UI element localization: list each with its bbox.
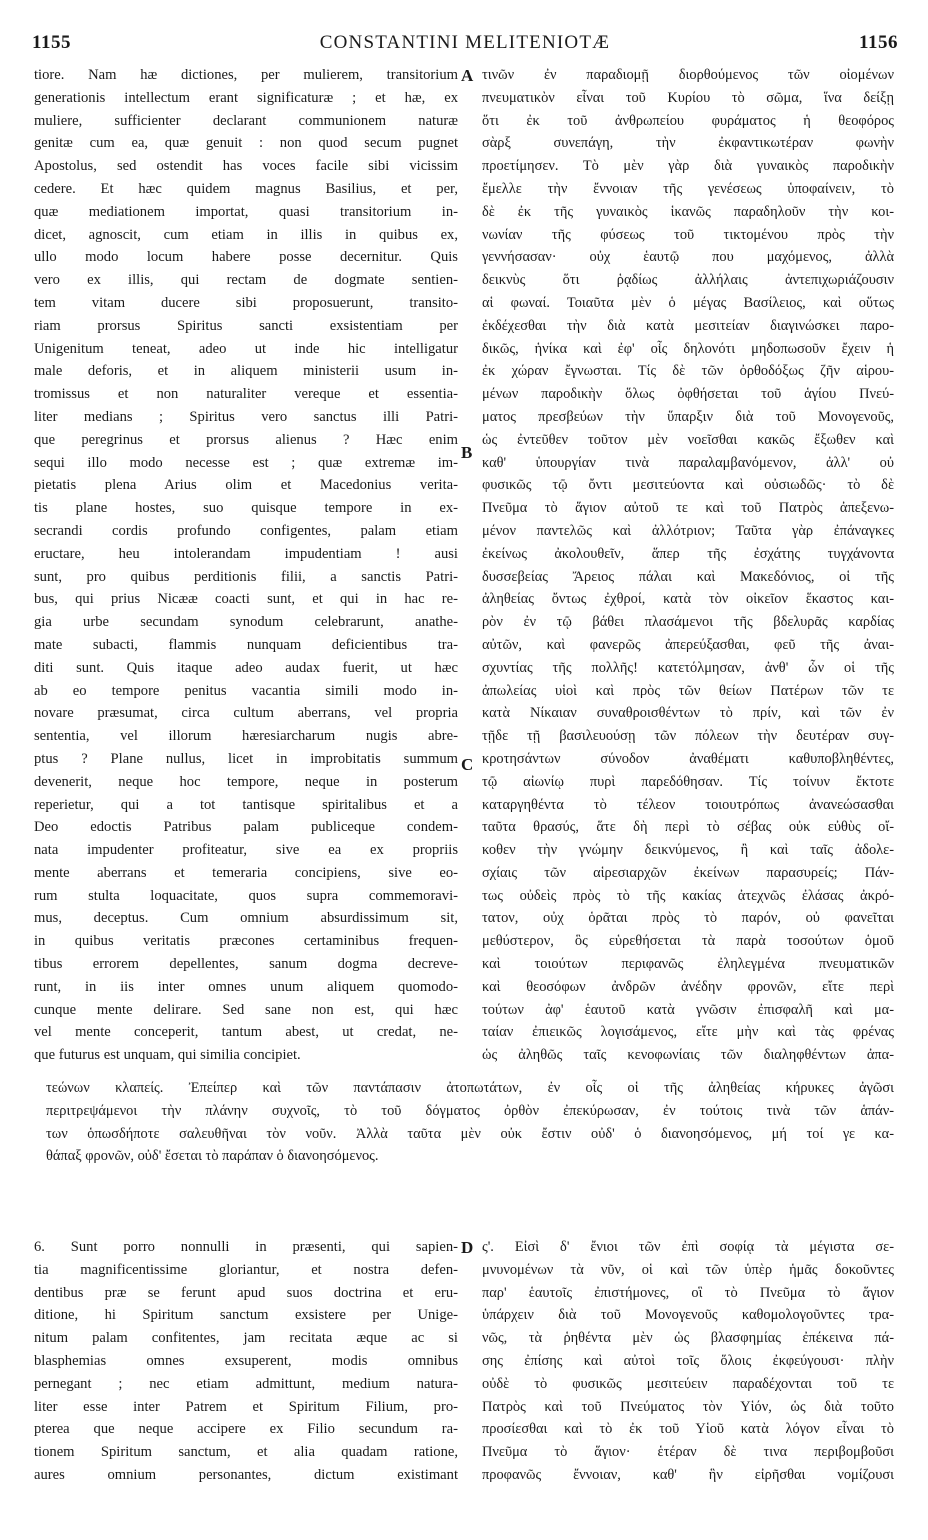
- text-line: αἱ φωναί. Τοιαῦτα μὲν ὁ μέγας Βασίλειος, καὶ οὕτως: [482, 294, 894, 311]
- text-line: πνευματικὸν εἶναι τοῦ Κυρίου τὸ σῶμα, ἵνα δείξῃ: [482, 89, 894, 106]
- text-line: liter esse inter Patrem et Spiritum Filium, pro-: [34, 1398, 458, 1415]
- text-line: Apostolus, sed ostendit has voces facile sibi vicissim: [34, 158, 458, 175]
- text-line: ἐκ χώραν ἔγνωσται. Τίς δὲ τῶν ὀρθοδόξως ζῆν αἱρου-: [482, 363, 894, 380]
- text-line: μένων παροδικὴν ὅλως ὀφθήσεται τοῦ ἁγίου Πνεύ-: [482, 386, 894, 403]
- text-line: σης ἐπίσης καὶ αὐτοὶ τοῖς ὅλοις ἐκφεύγουσι· πλὴν: [482, 1352, 894, 1369]
- latin-section-6: [34, 1236, 458, 1487]
- text-line: diti sunt. Quis itaque adeo audax fuerit, ut hæc: [34, 659, 458, 676]
- text-line: ὡς ἀληθῶς ταῖς κενοφωνίαις τῶν διαληφθέντων ἀπα-: [482, 1047, 894, 1064]
- text-line: blasphemias omnes exsuperent, modis omnibus: [34, 1352, 458, 1369]
- text-line: ἐκδέχεσθαι τὴν διὰ κατὰ μεσιτείαν διαγινώσκει παρο-: [482, 317, 894, 334]
- text-line: que futurus est unquam, qui similia concipiet.: [34, 1047, 301, 1064]
- text-line: nitum palam confitentes, jam recitata æque ac si: [34, 1330, 458, 1347]
- text-line: κροτησάντων σύνοδον ἀναθέματι καθυποβληθέντες,: [482, 750, 894, 767]
- left-page-number: 1155: [32, 32, 71, 53]
- text-line: ταίαν ἐπιεικῶς λογισάμενος, εἴτε μὴν καὶ τὰς φρένας: [482, 1024, 894, 1041]
- text-line: devenerit, neque hoc tempore, neque in posterum: [34, 773, 458, 790]
- text-line: muliere, sufficienter declarant communionem naturæ: [34, 112, 458, 129]
- text-line: ματος πρεσβεύων τὴν ὕπαρξιν διὰ τοῦ Μονογενοῦς,: [482, 408, 894, 425]
- text-line: eructare, heu intolerandam impudentiam ! ausi: [34, 545, 458, 562]
- text-line: ditione, hi Spiritum sanctum exsistere per Unige-: [34, 1307, 458, 1324]
- text-line: καθ' ὑπουργίαν τινὰ παραλαμβανόμενον, ἀλλ' οὐ: [482, 454, 894, 471]
- text-line: ab eo tempore penitus vacantia simili modo in-: [34, 682, 458, 699]
- greek-column: [482, 64, 894, 1067]
- text-line: mate subacti, flammis nunquam deficientibus tra-: [34, 636, 458, 653]
- text-line: ἀληθείας ὄντως ἐχθροί, κατὰ τὸν οἰκεῖον ἕκαστος και-: [482, 591, 894, 608]
- text-line: ς'. Εἰσὶ δ' ἔνιοι τῶν ἐπὶ σοφίᾳ τὰ μέγιστα σε-: [482, 1239, 894, 1255]
- page-header: [32, 32, 898, 62]
- text-line: νῶς, τὰ ῥηθέντα μὲν ὡς βλασφημίας ἐπέκεινα πά-: [482, 1330, 894, 1347]
- text-line: tia magnificentissime gloriantur, et nostra defen-: [34, 1261, 458, 1278]
- text-line: sunt, pro quibus perditionis filii, a sanctis Patri-: [34, 568, 458, 585]
- latin-column: [34, 64, 458, 1067]
- text-line: liter medians ; Spiritus vero sanctus illi Patri-: [34, 408, 458, 425]
- text-line: ptus ? Plane nullus, licet in improbitatis summum: [34, 750, 458, 767]
- text-line: aures omnium personantes, dictum existimant: [34, 1466, 458, 1483]
- text-line: pietatis plena Arius olim et Macedonius verita-: [34, 477, 458, 494]
- text-line: rum stulta loquacitate, quos supra commemoravi-: [34, 887, 458, 904]
- text-line: τῷ αἰωνίῳ πυρὶ παρεδόθησαν. Τίς τοίνυν ἔκτοτε: [482, 773, 894, 790]
- text-line: μεθύστερον, ὃς εὑρεθήσεται τὰ παρὰ τοσούτων ὁμοῦ: [482, 933, 894, 950]
- text-line: τῇδε τῇ βασιλευούσῃ τῶν πόλεων τὴν δευτέραν συγ-: [482, 728, 894, 745]
- text-line: 6. Sunt porro nonnulli in præsenti, qui sapien-: [34, 1239, 458, 1255]
- text-line: bus, qui prius Nicææ coacti sunt, et qui in hac re-: [34, 591, 458, 608]
- text-line: καταργηθέντα τὸ τέλεον τοιουτρόπως ἀνανεώσασθαι: [482, 796, 894, 813]
- text-line: σχίαις τῶν αἱρεσιαρχῶν ἐκείνων παρασυρείς; Πάν-: [482, 864, 894, 881]
- text-line: γεννήσασαν· οὐχ ἑαυτῷ που μαχόμενος, ἀλλὰ: [482, 249, 894, 266]
- text-line: μνυνομένων τὰ νῦν, οἱ καὶ τῶν ὑπὲρ ἡμᾶς δοκοῦντες: [482, 1261, 894, 1278]
- text-line: δεικνὺς ὅτι ῥᾳδίως ἀλλήλαις ἀντεπιχωριάζουσιν: [482, 272, 894, 289]
- text-line: προφανῶς ἔννοιαν, καθ' ἣν εἰρῆσθαι νομίζουσι: [482, 1466, 894, 1483]
- text-line: κατὰ Νίκαιαν συναθροισθέντων τὸ πρίν, καὶ τῶν ἐν: [482, 705, 894, 722]
- text-line: ρὸν ἐν τῷ βάθει πλασάμενοι τῆς βδελυρᾶς καρδίας: [482, 614, 894, 631]
- text-line: ἔμελλε τὴν ἔννοιαν τῆς γενέσεως ὑποφαίνειν, τὸ: [482, 180, 894, 197]
- full-width-text: [46, 1077, 894, 1168]
- text-line: τινῶν ἐν παραδιομῇ διορθούμενος τῶν οἰομένων: [482, 67, 894, 83]
- text-line: προσίεσθαι καὶ τὸ ἐκ τοῦ Υἱοῦ κατὰ λόγον εἶναι τὸ: [482, 1421, 894, 1438]
- text-line: tibus errorem depellentes, sanum dogma decreve-: [34, 956, 458, 973]
- text-line: τούτων ἀφ' ἑαυτοῦ κατὰ γνῶσιν ἐπισφαλῆ καὶ μα-: [482, 1001, 894, 1018]
- text-line: καὶ θεοσόφων ἀνδρῶν ἀνέδην φρονῶν, εἴτε περὶ: [482, 978, 894, 995]
- text-line: Πνεῦμα τὸ ἅγιον αὐτοῦ τε καὶ τοῦ Πατρὸς ἀπεξενω-: [482, 500, 894, 517]
- text-line: δικῶς, ἡνίκα καὶ ἐφ' οἷς δηλονότι μηδοπωσοῦν ἔχειν ἡ: [482, 340, 894, 357]
- text-line: μένον παντελῶς καὶ ἀλλότριον; Ταῦτα γὰρ ἐπάναγκες: [482, 522, 894, 539]
- text-line: των ὁπωσδήποτε σαλευθῆναι τὸν νοῦν. Ἀλλὰ ταῦτα μὲν οὐκ ἔστιν οὐδ' ὁ διανοησόμενος, μή τοί γε κα-: [46, 1125, 894, 1142]
- text-line: Unigenitum teneat, adeo ut inde hic intelligatur: [34, 340, 458, 357]
- text-line: νωνίαν τῆς φύσεως τοῦ τικτομένου πρὸς τὴν: [482, 226, 894, 243]
- margin-letter-c: C: [461, 755, 474, 774]
- text-line: θάπαξ φρονῶν, οὐδ' ἔσεται τὸ παράπαν ὁ διανοησόμενος.: [46, 1148, 379, 1165]
- right-page-number: 1156: [859, 32, 898, 53]
- greek-section-6: [482, 1236, 894, 1487]
- text-line: καὶ τοιούτων περιφανῶς ἐληλεγμένα πνευματικῶν: [482, 956, 894, 973]
- text-line: vel mente conceperit, tantum abest, ut credat, ne-: [34, 1024, 458, 1041]
- text-line: παρ' ἑαυτοῖς ἐπιστήμονες, οἳ τὸ Πνεῦμα τὸ ἅγιον: [482, 1284, 894, 1301]
- text-line: generationis intellectum erant significaturæ ; et hæ, ex: [34, 89, 458, 106]
- text-line: tiore. Nam hæ dictiones, per mulierem, transitorium: [34, 67, 458, 83]
- text-line: dicet, agnoscit, cum etiam in illis in quibus ex,: [34, 226, 458, 243]
- text-line: οὐδὲ τὸ φυσικῶς μεσιτεύειν παραδέχονται τοῦ τε: [482, 1375, 894, 1392]
- margin-letter-d: D: [461, 1238, 474, 1257]
- text-line: Deo edoctis Patribus palam publiceque condem-: [34, 819, 458, 836]
- text-line: αὐτῶν, καὶ φανερῶς ἀπερεύξασθαι, φεῦ τῆς ἀναι-: [482, 636, 894, 653]
- text-line: ὑπάρχειν διὰ τοῦ Μονογενοῦς καθομολογοῦντες τρα-: [482, 1307, 894, 1324]
- text-line: runt, in iis inter omnes unum aliquem quomodo-: [34, 978, 458, 995]
- text-line: in quibus veritatis præcones certaminibus frequen-: [34, 933, 458, 950]
- text-line: novare præsumat, circa cultum aberrans, vel propria: [34, 705, 458, 722]
- text-line: ullo modo locum habere posse decernitur. Quis: [34, 249, 458, 266]
- text-line: mente aberrans et temeraria concipiens, sive eo-: [34, 864, 458, 881]
- text-line: riam prorsus Spiritus sancti exsistentiam per: [34, 317, 458, 334]
- text-line: Πατρὸς καὶ τοῦ Πνεύματος τὸν Υἱόν, ὡς διὰ τοῦτο: [482, 1398, 894, 1415]
- text-line: ἐκείνως ἀκολουθεῖν, ἅπερ τῆς ἐσχάτης τυγχάνοντα: [482, 545, 894, 562]
- text-line: Πνεῦμα τὸ ἅγιον· ἑτέραν δὲ τινα περιβομβοῦσι: [482, 1444, 894, 1461]
- margin-letter-b: B: [461, 443, 473, 462]
- text-line: προετίμησεν. Τὸ μὲν γὰρ διὰ γυναικὸς παροδικὴν: [482, 158, 894, 175]
- text-line: quæ mediationem importat, quasi transitorium in-: [34, 203, 458, 220]
- text-line: ἀπωλείας υἱοὶ καὶ πρὸς τῶν θείων Πατέρων τῶν τε: [482, 682, 894, 699]
- text-line: ταῦτα θρασύς, ἅτε δὴ περὶ τὸ σέβας οὐκ εὐθὺς οἴ-: [482, 819, 894, 836]
- text-line: que peregrinus et prorsus alienus ? Hæc enim: [34, 431, 458, 448]
- text-line: περιτρεψάμενοι τὴν πλάνην συχνοῖς, τὸ τοῦ δόγματος ὀρθὸν ἐπεκύρωσαν, ἐν τούτοις τινὰ τῶν ἁπάν-: [46, 1102, 894, 1119]
- text-line: gia urbe secundam synodum celebrarunt, anathe-: [34, 614, 458, 631]
- text-line: σὰρξ συνεπάγη, τὴν ἐκφαντικωτέραν φωνὴν: [482, 135, 894, 152]
- text-line: δὲ ἐκ τῆς γυναικὸς ἱκανῶς παραδηλοῦν τὴν κοι-: [482, 203, 894, 220]
- text-line: cunque mente delirare. Sed sane non est, qui hæc: [34, 1001, 458, 1018]
- text-line: δυσσεβείας Ἄρειος πάλαι καὶ Μακεδόνιος, οἱ τῆς: [482, 568, 894, 585]
- text-line: pernegant ; nec etiam admittunt, medium natura-: [34, 1375, 458, 1392]
- text-line: sententia, vel illorum hæresiarcharum nugis abre-: [34, 728, 458, 745]
- text-line: φυσικῶς τῷ ὄντι μεσιτεύοντα καὶ οὐσιωδῶς· τὸ δὲ: [482, 477, 894, 494]
- text-line: mus, deceptus. Cum omnium absurdissimum sit,: [34, 910, 458, 927]
- text-line: κοθεν τὴν γνώμην δεικνύμενος, ἢ καὶ ταῖς ἀδολε-: [482, 842, 894, 859]
- text-line: tis plane hostes, suo quisque tempore in ex-: [34, 500, 458, 517]
- running-title: CONSTANTINI MELITENIOTÆ: [319, 32, 611, 53]
- text-line: dentibus præ se ferunt apud suos doctrina et eru-: [34, 1284, 458, 1301]
- text-line: tromissus et non naturaliter vereque et essentia-: [34, 386, 458, 403]
- text-line: τεώνων κλαπείς. Ἐπείπερ καὶ τῶν παντάπασιν ἀτοπωτάτων, ἐν οἷς οἱ τῆς ἀληθείας κήρυκες ἀγῶσι: [46, 1080, 894, 1096]
- text-line: genitæ cum ea, quæ genuit : non quod secum pugnet: [34, 135, 458, 152]
- text-line: tem vitam ducere sibi proposuerunt, transito-: [34, 294, 458, 311]
- text-line: τατον, οὐχ ὁρᾶται πρὸς τὸ παρόν, οὐ φανεῖται: [482, 910, 894, 927]
- text-line: ὡς ἐντεῦθεν τοῦτον μὲν νοεῖσθαι κακῶς ἔξωθεν καὶ: [482, 431, 894, 448]
- text-line: nata impudenter profiteatur, sive ea ex propriis: [34, 842, 458, 859]
- margin-letter-a: A: [461, 66, 474, 85]
- text-line: male deforis, et in aliquem ministerii usum in-: [34, 363, 458, 380]
- text-line: cedere. Et hæc quidem magnus Basilius, et per,: [34, 180, 458, 197]
- text-line: secrandi cordis profundo configentes, palam etiam: [34, 522, 458, 539]
- text-line: τως οὐδεὶς πρὸς τὸ τῆς κακίας ἀτεχνῶς ἐλάσας ἀκρό-: [482, 887, 894, 904]
- text-line: tionem Spiritum sanctum, et alia quadam ratione,: [34, 1444, 458, 1461]
- text-line: reperietur, qui a tot tantisque spiritalibus et a: [34, 796, 458, 813]
- text-line: sequi illo modo necesse est ; quæ extremæ im-: [34, 454, 458, 471]
- text-line: σχυντίας τῆς πολλῆς! κατετόλμησαν, ἀνθ' ὧν οἱ τῆς: [482, 659, 894, 676]
- text-line: ὅτι ἐκ τοῦ ἀνθρωπείου φυράματος ἡ θεοφόρος: [482, 112, 894, 129]
- text-line: pterea que neque accipere ex Filio secundum ra-: [34, 1421, 458, 1438]
- text-line: vero ex illis, qui rectam de dogmate sentien-: [34, 272, 458, 289]
